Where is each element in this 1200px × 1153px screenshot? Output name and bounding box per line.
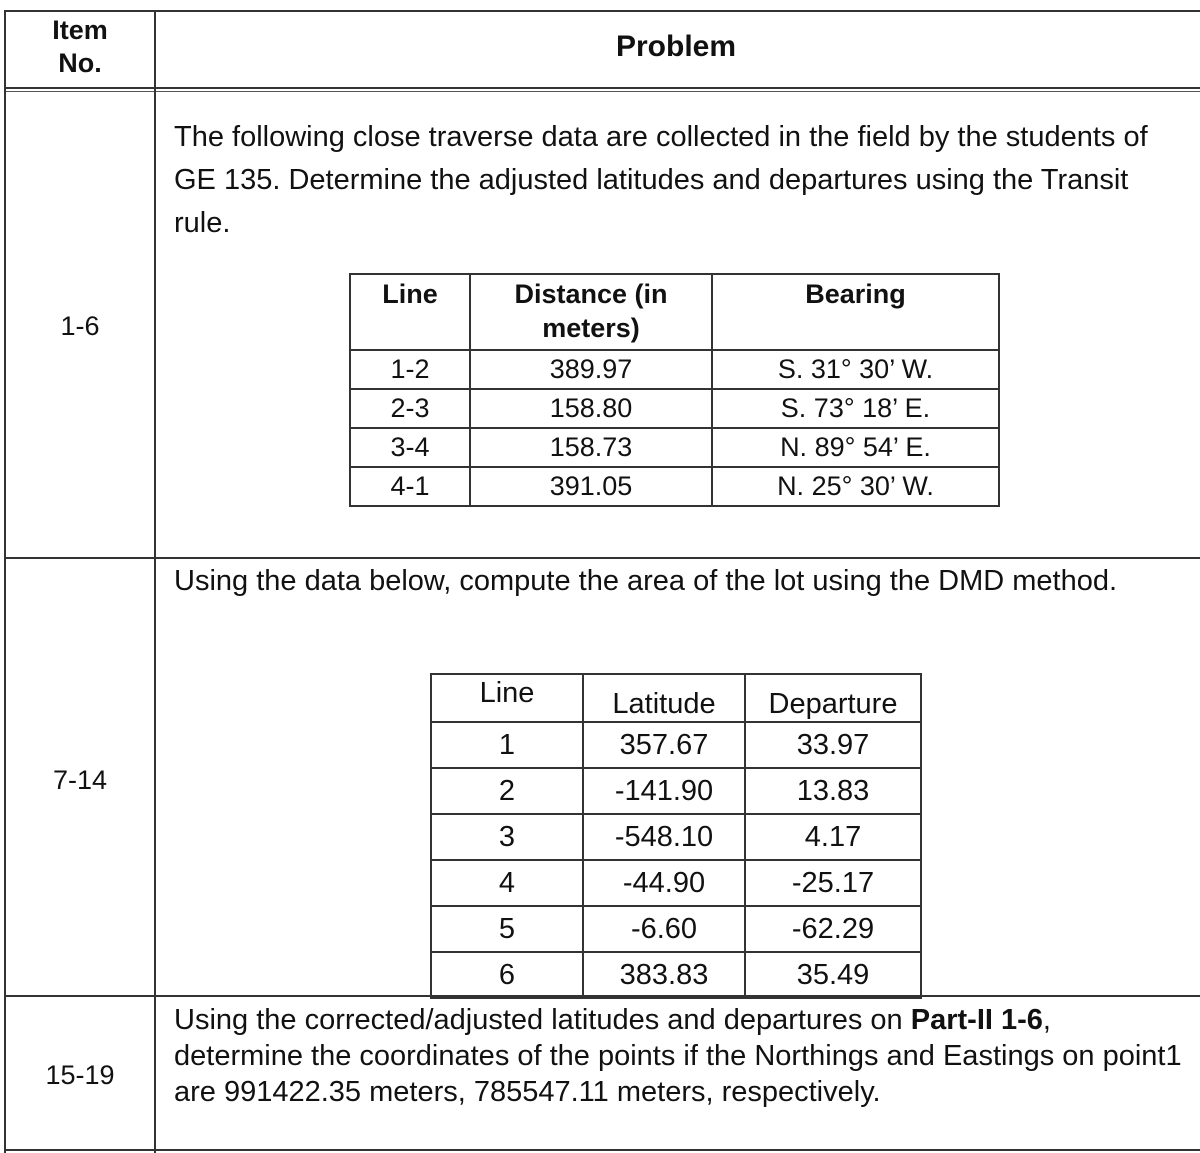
cell-line: 3-4 (350, 428, 470, 467)
traverse-table (349, 273, 1000, 507)
table-row (350, 428, 999, 467)
cell-departure: 33.97 (745, 722, 921, 768)
cell-bearing: N. 89° 54’ E. (712, 428, 999, 467)
cell-line: 2 (431, 768, 583, 814)
item-no-2: 7-14 (52, 765, 108, 795)
cell-latitude: -6.60 (583, 906, 745, 952)
header-divider (4, 87, 1200, 89)
column-divider (154, 10, 156, 1153)
problem-text-3-end: , determine the coordinates of the points if the Northings and Eastings on point1 are 991422.35 meters, 785547.11 meters, respectively. (174, 1004, 1182, 1108)
cell-latitude: 383.83 (583, 952, 745, 998)
cell-line: 1 (431, 722, 583, 768)
table-row (431, 860, 921, 906)
cell-latitude: -44.90 (583, 860, 745, 906)
cell-distance: 391.05 (470, 467, 712, 506)
cell-latitude: 357.67 (583, 722, 745, 768)
cell-line: 3 (431, 814, 583, 860)
header-problem: Problem (615, 30, 737, 63)
col-header-line: Line (431, 674, 583, 722)
part-reference: Part-II 1-6 (910, 1004, 1043, 1036)
cell-line: 4 (431, 860, 583, 906)
item-no-3: 15-19 (45, 1060, 115, 1090)
table-row (431, 768, 921, 814)
table-row (350, 389, 999, 428)
cell-distance: 389.97 (470, 350, 712, 389)
problem-text-1: The following close traverse data are collected in the field by the students of GE 135. Determine the adjusted latitudes and departures using the Transit rule. (174, 121, 1148, 239)
table-border-left (4, 10, 6, 1153)
cell-departure: 13.83 (745, 768, 921, 814)
header-item-no: Item No. (52, 15, 108, 78)
table-header-row (350, 274, 999, 350)
cell-bearing: S. 31° 30’ W. (712, 350, 999, 389)
cell-line: 4-1 (350, 467, 470, 506)
col-header-bearing: Bearing (712, 274, 999, 350)
cell-line: 5 (431, 906, 583, 952)
table-row (431, 814, 921, 860)
cell-latitude: -141.90 (583, 768, 745, 814)
header-divider-inner (4, 91, 1200, 92)
table-row (431, 722, 921, 768)
cell-bearing: N. 25° 30’ W. (712, 467, 999, 506)
cell-departure: 4.17 (745, 814, 921, 860)
table-border-bottom (4, 1149, 1200, 1151)
col-header-latitude: Latitude (583, 674, 745, 722)
problem-text-2: Using the data below, compute the area of the lot using the DMD method. (174, 565, 1118, 597)
cell-line: 2-3 (350, 389, 470, 428)
problem-text-3 (174, 1002, 1184, 1110)
cell-line: 6 (431, 952, 583, 998)
item-no-1: 1-6 (60, 311, 100, 341)
col-header-line: Line (350, 274, 470, 350)
cell-departure: -62.29 (745, 906, 921, 952)
table-row (431, 906, 921, 952)
dmd-table (430, 673, 922, 999)
cell-bearing: S. 73° 18’ E. (712, 389, 999, 428)
cell-distance: 158.80 (470, 389, 712, 428)
problem-text-3-start: Using the corrected/adjusted latitudes and departures on (174, 1004, 911, 1036)
table-row (350, 350, 999, 389)
table-header-row (431, 674, 921, 722)
cell-latitude: -548.10 (583, 814, 745, 860)
cell-departure: -25.17 (745, 860, 921, 906)
row-divider-1 (4, 557, 1200, 559)
table-border-top (4, 10, 1200, 12)
cell-line: 1-2 (350, 350, 470, 389)
cell-departure: 35.49 (745, 952, 921, 998)
cell-distance: 158.73 (470, 428, 712, 467)
col-header-distance: Distance (in meters) (470, 274, 712, 350)
table-row (431, 952, 921, 998)
table-row (350, 467, 999, 506)
col-header-departure: Departure (745, 674, 921, 722)
